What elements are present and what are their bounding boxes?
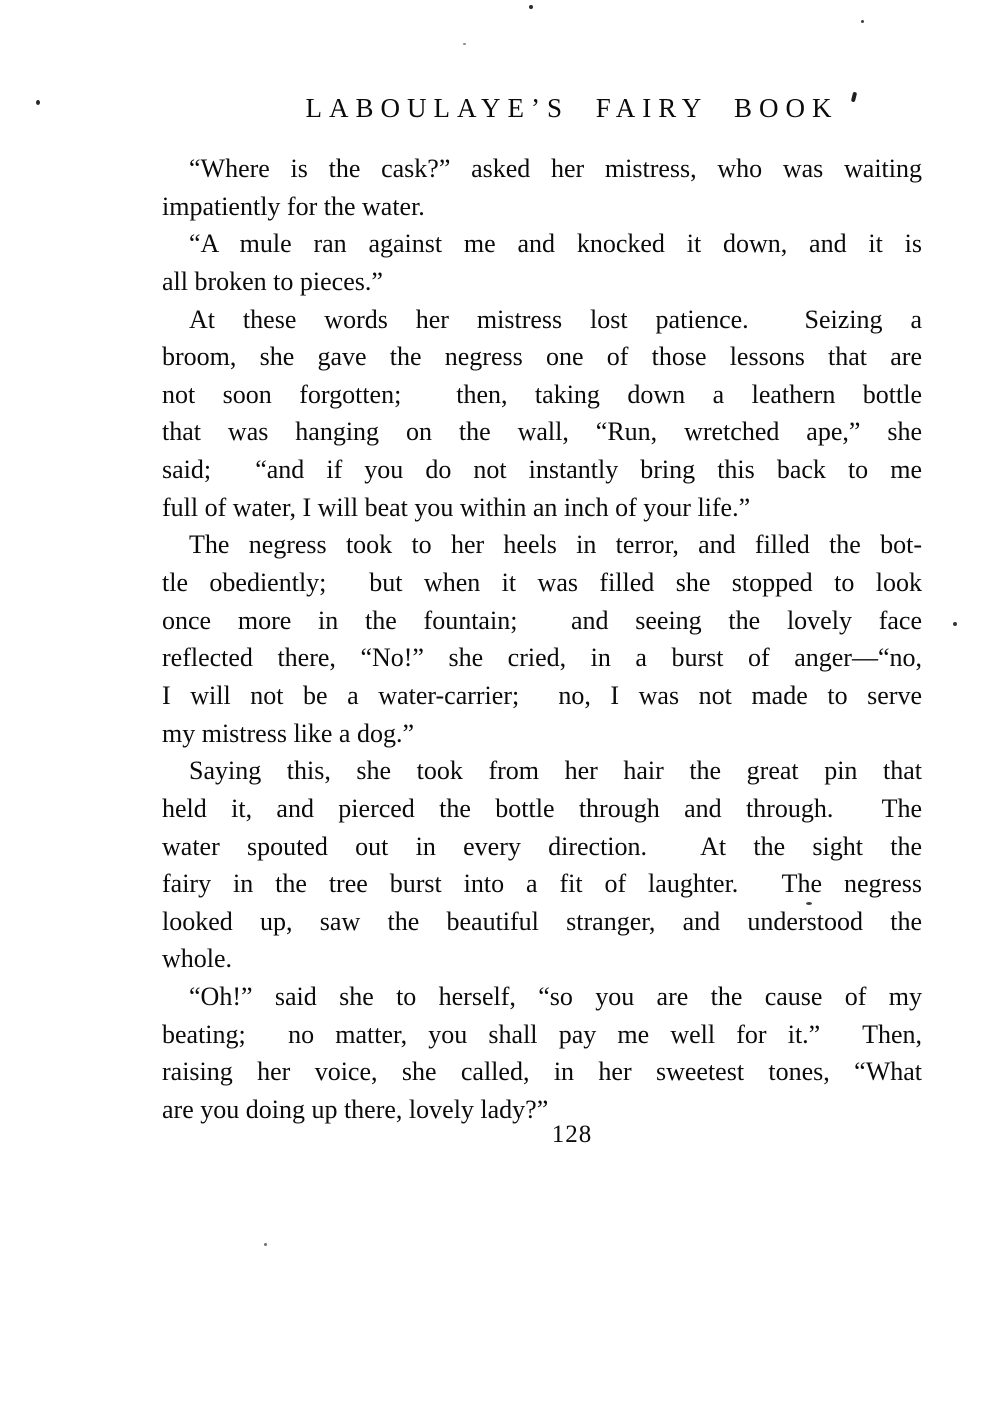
text-line: impatiently for the water.	[162, 191, 425, 221]
text-line: said; “and if you do not instantly bring this back to me	[162, 455, 922, 485]
text-line: The negress took to her heels in terror, and filled the bot-	[189, 530, 922, 560]
ink-speck	[529, 5, 533, 9]
text-line: all broken to pieces.”	[162, 266, 383, 296]
text-line: looked up, saw the beautiful stranger, and understood the	[162, 906, 922, 936]
ink-speck	[264, 1243, 267, 1246]
text-line: not soon forgotten; then, taking down a leathern bottle	[162, 379, 922, 409]
text-line: whole.	[162, 944, 233, 974]
text-block	[162, 150, 922, 1129]
ink-speck	[36, 100, 40, 105]
text-line: tle obediently; but when it was filled she stopped to look	[162, 568, 922, 598]
text-line: full of water, I will beat you within an inch of your life.”	[162, 492, 751, 522]
text-line: my mistress like a dog.”	[162, 718, 415, 748]
text-line: “Where is the cask?” asked her mistress, who was waiting	[189, 154, 922, 183]
text-line: reflected there, “No!” she cried, in a burst of anger—“no,	[162, 643, 922, 673]
text-line: “Oh!” said she to herself, “so you are the cause of my	[189, 982, 922, 1012]
ink-speck	[861, 20, 864, 23]
page-number: 128	[551, 1121, 593, 1148]
text-line: water spouted out in every direction. At the sight the	[162, 831, 922, 861]
text-line: beating; no matter, you shall pay me well for it.” Then,	[162, 1019, 922, 1049]
text-line: that was hanging on the wall, “Run, wretched ape,” she	[162, 417, 922, 447]
text-line: are you doing up there, lovely lady?”	[162, 1095, 549, 1125]
text-line: held it, and pierced the bottle through and through. The	[162, 793, 922, 823]
ink-speck	[953, 622, 957, 626]
text-line: fairy in the tree burst into a fit of laughter. The negress	[162, 869, 922, 899]
ink-speck	[463, 43, 466, 45]
text-line: Saying this, she took from her hair the great pin that	[189, 756, 922, 786]
text-line: “A mule ran against me and knocked it down, and it is	[189, 229, 922, 259]
text-line: At these words her mistress lost patience. Seizing a	[189, 304, 922, 334]
text-line: raising her voice, she called, in her sweetest tones, “What	[162, 1057, 922, 1087]
text-line: once more in the fountain; and seeing the lovely face	[162, 605, 922, 635]
text-line: I will not be a water-carrier; no, I was not made to serve	[162, 680, 922, 710]
text-line: broom, she gave the negress one of those lessons that are	[162, 342, 922, 372]
ink-speck	[806, 902, 812, 905]
running-head: LABOULAYE’S FAIRY BOOK	[305, 93, 839, 123]
